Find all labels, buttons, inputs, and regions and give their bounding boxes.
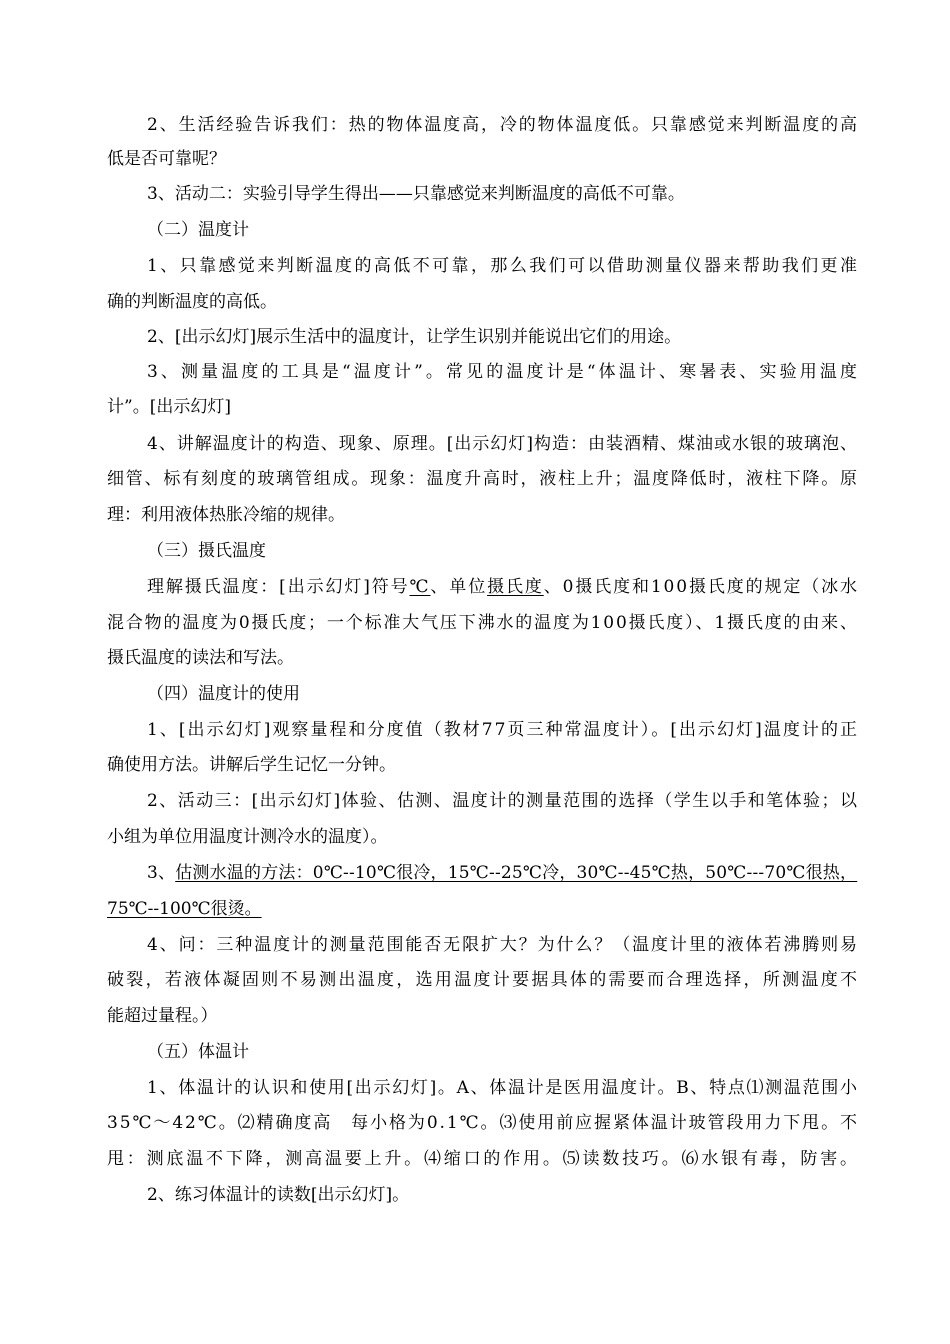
text-segment: 、0摄氏度和100摄氏度的规定（冰水 xyxy=(543,577,859,597)
text-line xyxy=(147,861,857,885)
underlined-text: 75℃--100℃很烫。 xyxy=(107,899,262,919)
underlined-symbol: ℃ xyxy=(409,577,431,597)
text-line: 破裂，若液体凝固则不易测出温度，选用温度计要据具体的需要而合理选择，所测温度不 xyxy=(107,970,860,990)
text-segment: 3、 xyxy=(147,863,176,883)
text-line: 能超过量程。） xyxy=(107,1006,218,1026)
text-line: 2、[出示幻灯]展示生活中的温度计，让学生识别并能说出它们的用途。 xyxy=(147,327,682,347)
text-line: 计”。[出示幻灯] xyxy=(107,397,231,417)
text-line: 确使用方法。讲解后学生记忆一分钟。 xyxy=(107,755,396,775)
section-heading: （四）温度计的使用 xyxy=(147,684,300,704)
underlined-unit: 摄氏度 xyxy=(487,577,544,597)
text-line: 混合物的温度为0摄氏度；一个标准大气压下沸水的温度为100摄氏度）、1摄氏度的由来、 xyxy=(107,613,859,633)
text-line: 3、测量温度的工具是“温度计”。常见的温度计是“体温计、寒暑表、实验用温度 xyxy=(147,362,861,382)
text-line: 2、生活经验告诉我们：热的物体温度高，冷的物体温度低。只靠感觉来判断温度的高 xyxy=(147,115,859,135)
section-heading: （二）温度计 xyxy=(147,220,249,240)
text-line: 甩：测底温不下降，测高温要上升。⑷缩口的作用。⑸读数技巧。⑹水银有毒，防害。 xyxy=(107,1149,860,1169)
text-line: 小组为单位用温度计测冷水的温度）。 xyxy=(107,827,388,847)
text-line: 低是否可靠呢？ xyxy=(107,149,226,169)
text-line: 4、问：三种温度计的测量范围能否无限扩大？为什么？（温度计里的液体若沸腾则易 xyxy=(147,935,859,955)
section-heading: （三）摄氏温度 xyxy=(147,541,266,561)
text-line: 4、讲解温度计的构造、现象、原理。[出示幻灯]构造：由装酒精、煤油或水银的玻璃泡、 xyxy=(147,434,858,454)
text-line: 2、活动三：[出示幻灯]体验、估测、温度计的测量范围的选择（学生以手和笔体验；以 xyxy=(147,791,859,811)
underlined-text: 估测水温的方法：0℃--10℃很冷，15℃--25℃冷，30℃--45℃热，50℃---70℃很热， xyxy=(175,863,858,883)
text-line: 1、[出示幻灯]观察量程和分度值（教材77页三种常温度计）。[出示幻灯]温度计的正 xyxy=(147,720,860,740)
text-segment: 、单位 xyxy=(430,577,488,597)
text-line: 1、体温计的认识和使用[出示幻灯]。A、体温计是医用温度计。B、特点⑴测温范围小 xyxy=(147,1078,859,1098)
text-line: 2、练习体温计的读数[出示幻灯]。 xyxy=(147,1185,410,1205)
text-line: 确的判断温度的高低。 xyxy=(107,292,277,312)
text-line: 理：利用液体热胀冷缩的规律。 xyxy=(107,505,345,525)
text-line xyxy=(147,575,859,599)
text-line: 3、活动二：实验引导学生得出——只靠感觉来判断温度的高低不可靠。 xyxy=(147,184,685,204)
text-segment: 理解摄氏温度：[出示幻灯]符号 xyxy=(147,577,410,597)
section-heading: （五）体温计 xyxy=(147,1042,249,1062)
text-line: 35℃～42℃。⑵精确度高 每小格为0.1℃。⑶使用前应握紧体温计玻管段用力下甩。不 xyxy=(107,1113,859,1133)
text-line: 细管、标有刻度的玻璃管组成。现象：温度升高时，液柱上升；温度降低时，液柱下降。原 xyxy=(107,469,859,489)
text-line: 1、只靠感觉来判断温度的高低不可靠，那么我们可以借助测量仪器来帮助我们更准 xyxy=(147,256,860,276)
text-line: 摄氏温度的读法和写法。 xyxy=(107,648,294,668)
